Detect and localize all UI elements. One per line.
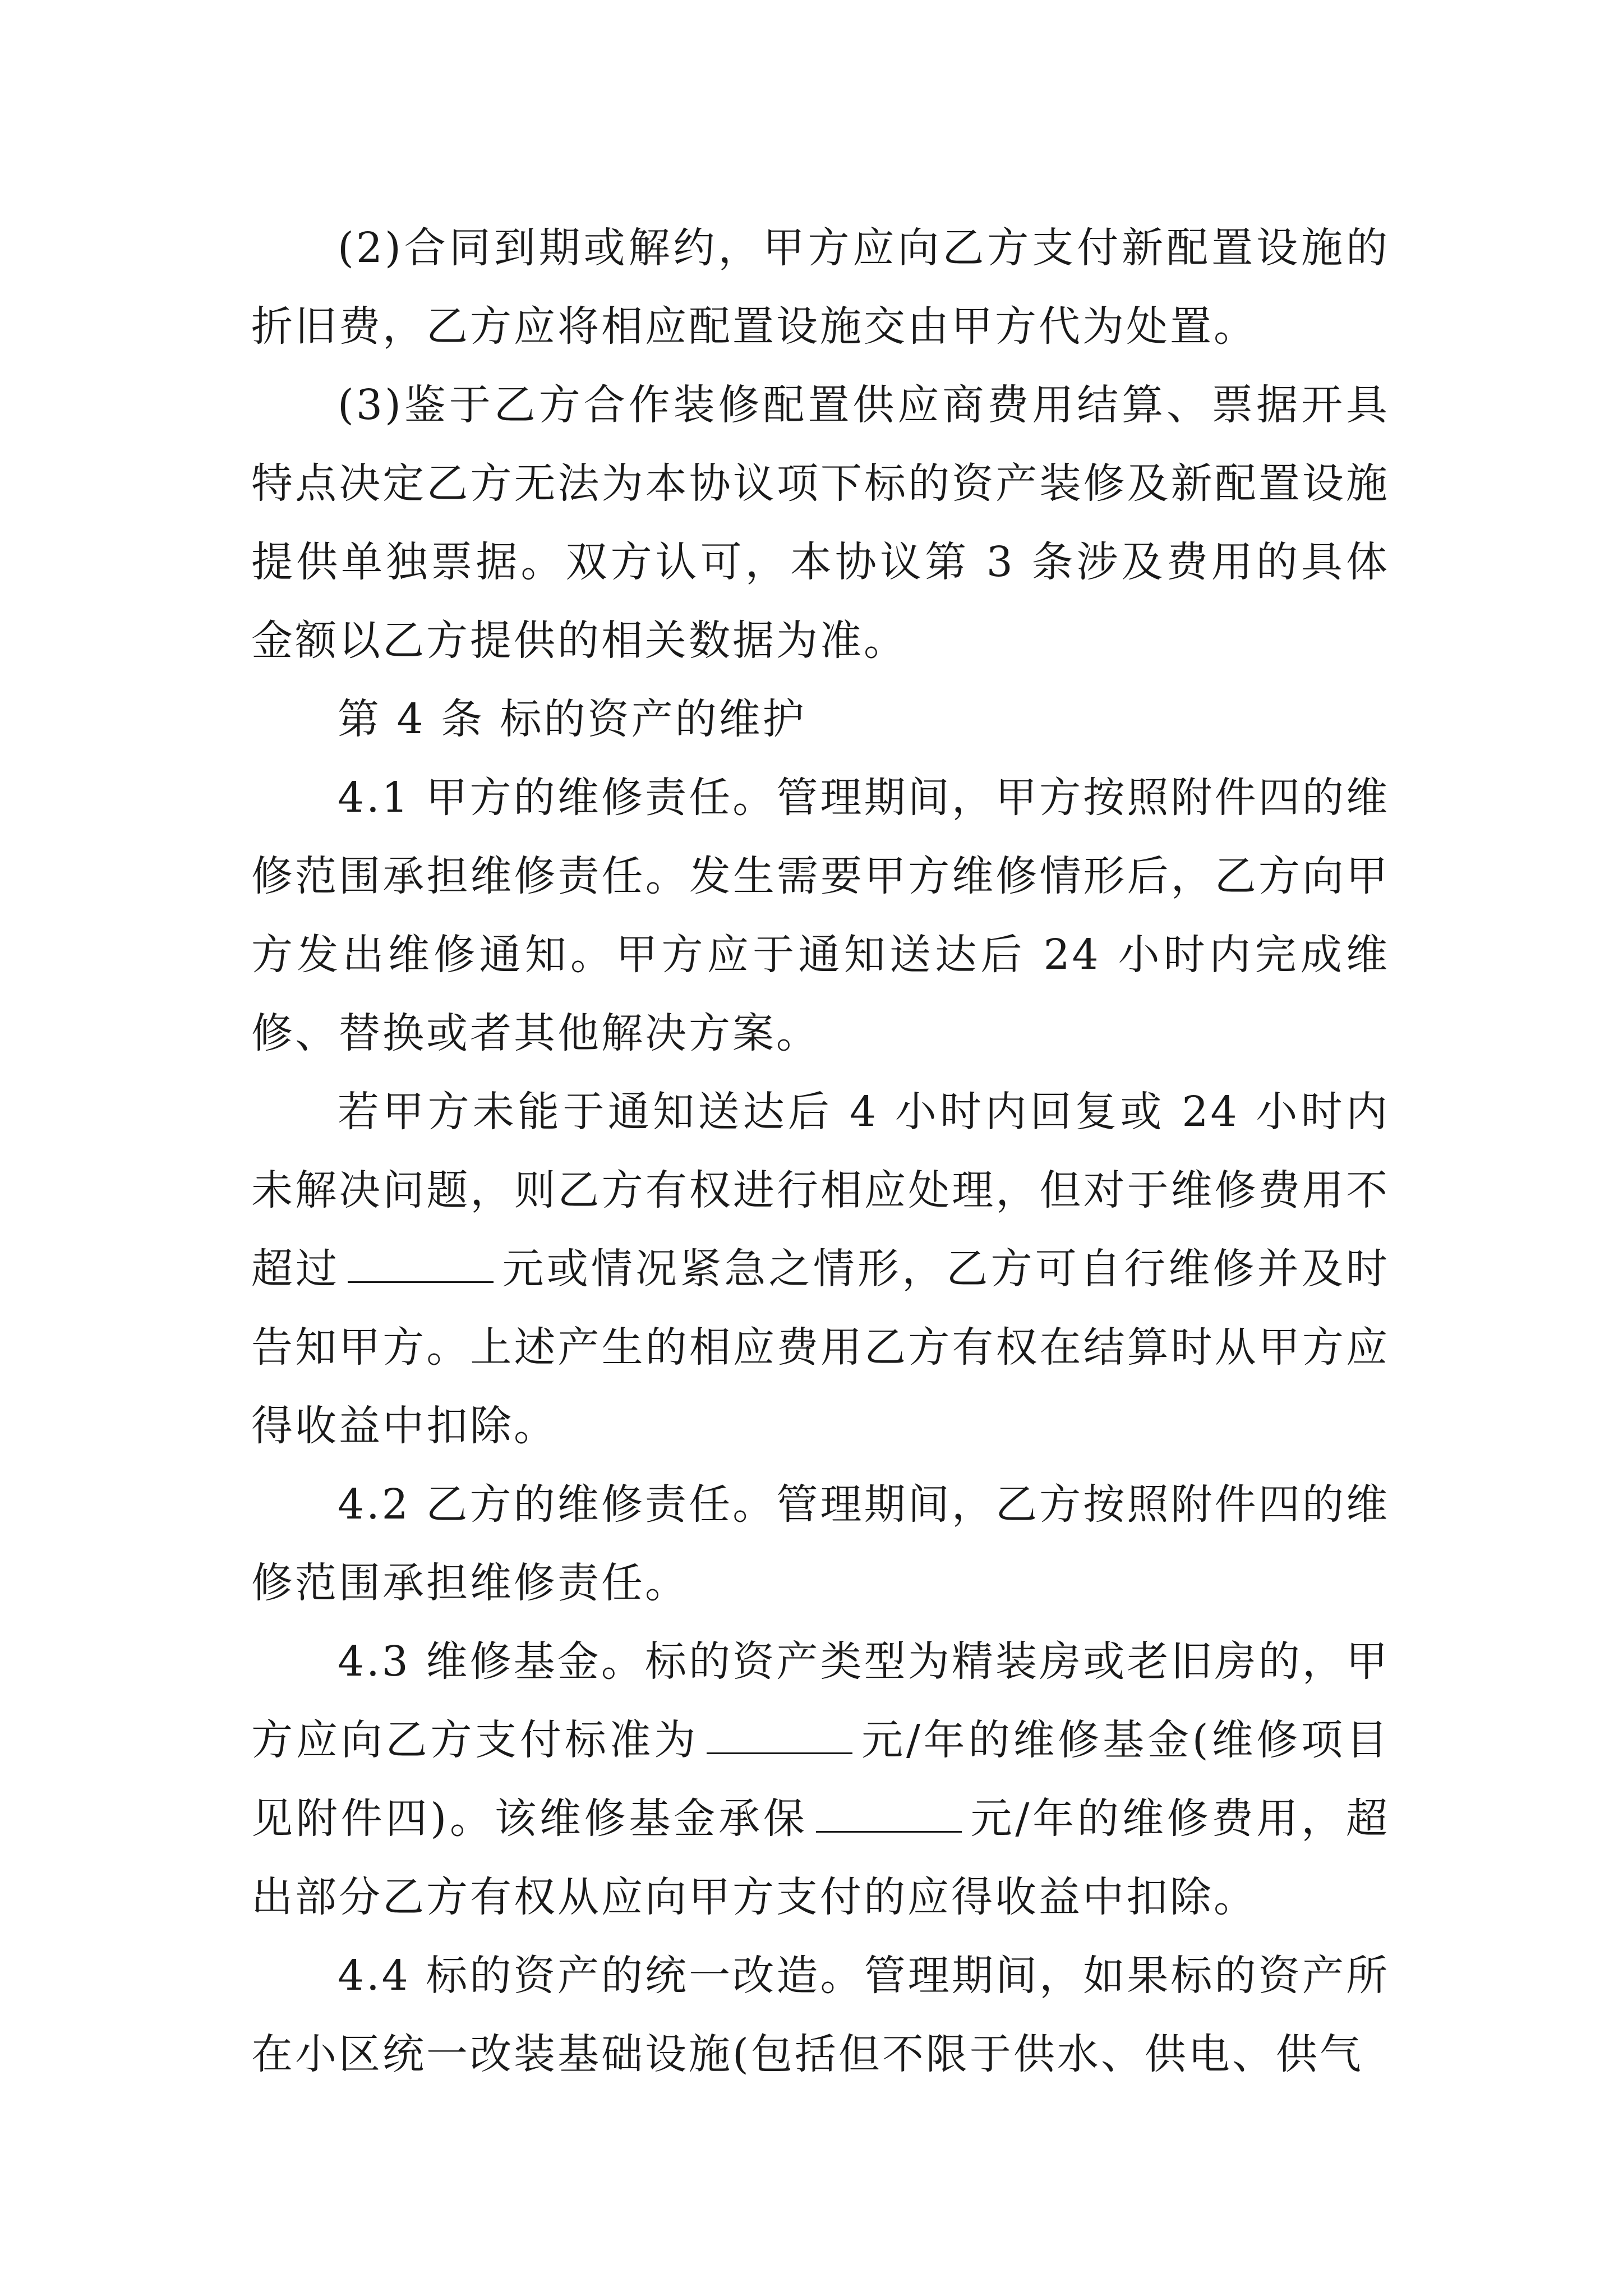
paragraph-4-3 [251,1622,1390,1936]
fill-in-blank-amount[interactable] [348,1248,494,1283]
paragraph-text: 元/年的维修基金(维修项目见附件四)。该维修基金承保 [251,1716,1390,1843]
paragraph-4-2 [251,1465,1390,1622]
document-body [251,209,1390,2093]
fill-in-blank-fund-coverage[interactable] [816,1797,962,1833]
paragraph-4-4 [251,1936,1390,2093]
section-heading-text: 第 4 条 标的资产的维护 [338,695,806,743]
paragraph-depreciation [251,209,1390,366]
paragraph-text: 元/年的维修费用，超出部分乙方有权从应向甲方支付的应得收益中扣除。 [251,1795,1390,1921]
paragraph-text: 若甲方未能于通知送达后 4 小时内回复或 24 小时内未解决问题，则乙方有权进行相应处理，但对于维修费用不超过 [251,1088,1390,1293]
fill-in-blank-fund-standard[interactable] [707,1719,852,1754]
paragraph-text: 4.2 乙方的维修责任。管理期间，乙方按照附件四的维修范围承担维修责任。 [251,1480,1390,1607]
paragraph-text: 4.1 甲方的维修责任。管理期间，甲方按照附件四的维修范围承担维修责任。发生需要甲方维修情形后，乙方向甲方发出维修通知。甲方应于通知送达后 24 小时内完成维修、替换或者其他解决方案。 [251,774,1390,1057]
paragraph-text: (2)合同到期或解约，甲方应向乙方支付新配置设施的折旧费，乙方应将相应配置设施交由甲方代为处置。 [251,224,1390,351]
section-heading-article-4 [251,680,1390,758]
paragraph-text: 4.4 标的资产的统一改造。管理期间，如果标的资产所在小区统一改装基础设施(包括但不限于供水、供电、供气 [251,1952,1390,2078]
paragraph-text: 4.3 维修基金。标的资产类型为精装房或老旧房的，甲方应向乙方支付标准为 [251,1637,1390,1764]
paragraph-repair-threshold [251,1073,1390,1465]
paragraph-invoice [251,366,1390,680]
paragraph-4-1 [251,758,1390,1073]
paragraph-text: 元或情况紧急之情形，乙方可自行维修并及时告知甲方。上述产生的相应费用乙方有权在结算时从甲方应得收益中扣除。 [251,1245,1390,1450]
paragraph-text: (3)鉴于乙方合作装修配置供应商费用结算、票据开具特点决定乙方无法为本协议项下标的资产装修及新配置设施提供单独票据。双方认可，本协议第 3 条涉及费用的具体金额以乙方提供的相关数据为准。 [251,381,1390,665]
